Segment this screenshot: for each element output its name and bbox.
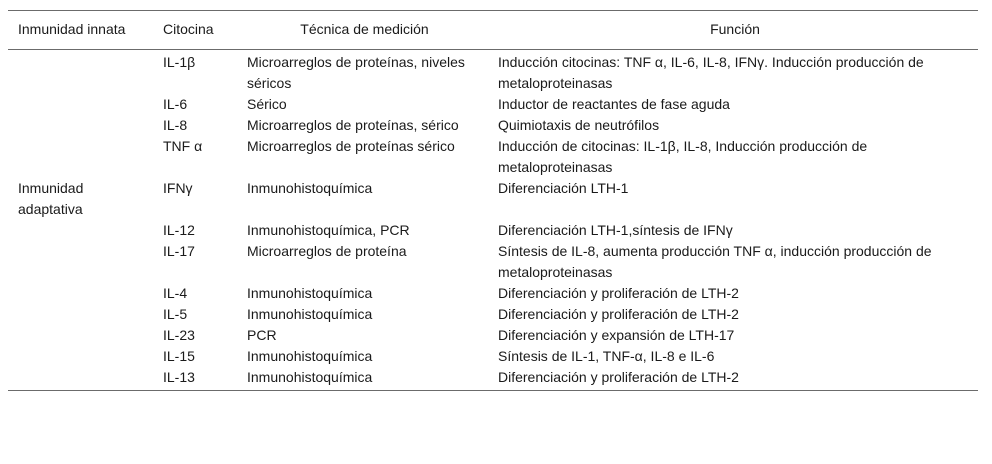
function-cell: Inductor de reactantes de fase aguda — [498, 96, 730, 112]
immunity-cell — [8, 136, 153, 178]
header-innate-immunity: Inmunidad innata — [18, 21, 126, 37]
technique-cell: Microarreglos de proteínas, niveles séricos — [247, 54, 465, 91]
function-cell: Quimiotaxis de neutrófilos — [498, 117, 660, 133]
table-row — [8, 50, 978, 95]
technique-cell: Microarreglos de proteínas, sérico — [247, 117, 459, 133]
adaptive-immunity-label: Inmunidad adaptativa — [18, 180, 84, 217]
immunity-cell — [8, 304, 153, 325]
immunity-cell — [8, 94, 153, 115]
function-cell: Diferenciación LTH-1,síntesis de IFNγ — [498, 222, 733, 238]
cytokine-cell: IL-12 — [163, 222, 195, 238]
function-cell: Síntesis de IL-8, aumenta producción TNF α, inducción producción de metaloproteinasas — [498, 243, 932, 280]
technique-cell: Microarreglos de proteína — [247, 243, 407, 259]
immunity-cell — [8, 220, 153, 241]
technique-cell: Inmunohistoquímica — [247, 369, 373, 385]
function-cell: Diferenciación y proliferación de LTH-2 — [498, 306, 739, 322]
function-cell: Inducción de citocinas: IL-1β, IL-8, Inducción producción de metaloproteinasas — [498, 138, 868, 175]
table-row — [8, 115, 978, 136]
function-cell: Diferenciación y proliferación de LTH-2 — [498, 369, 739, 385]
header-function: Función — [710, 21, 760, 37]
technique-cell: PCR — [247, 327, 277, 343]
cytokine-cell: IFNγ — [163, 180, 193, 196]
technique-cell: Sérico — [247, 96, 287, 112]
cytokine-cell: IL-4 — [163, 285, 188, 301]
function-cell: Diferenciación y proliferación de LTH-2 — [498, 285, 739, 301]
cytokine-cell: IL-13 — [163, 369, 195, 385]
technique-cell: Inmunohistoquímica — [247, 180, 373, 196]
immunity-cell — [8, 367, 153, 391]
immunity-cell — [8, 241, 153, 283]
table-row — [8, 94, 978, 115]
technique-cell: Microarreglos de proteínas sérico — [247, 138, 455, 154]
table-row — [8, 283, 978, 304]
table-row — [8, 220, 978, 241]
table-row — [8, 346, 978, 367]
cytokine-table-container — [8, 10, 978, 391]
immunity-cell — [8, 50, 153, 95]
header-technique: Técnica de medición — [300, 21, 429, 37]
technique-cell: Inmunohistoquímica — [247, 285, 373, 301]
immunity-cell — [8, 325, 153, 346]
cytokine-cell: IL-23 — [163, 327, 195, 343]
function-cell: Diferenciación y expansión de LTH-17 — [498, 327, 735, 343]
header-row — [8, 11, 978, 50]
immunity-cell — [8, 283, 153, 304]
cytokine-cell: IL-17 — [163, 243, 195, 259]
technique-cell: Inmunohistoquímica — [247, 306, 373, 322]
technique-cell: Inmunohistoquímica, PCR — [247, 222, 410, 238]
immunity-cell — [8, 115, 153, 136]
technique-cell: Inmunohistoquímica — [247, 348, 373, 364]
table-row — [8, 304, 978, 325]
function-cell: Diferenciación LTH-1 — [498, 180, 629, 196]
function-cell: Síntesis de IL-1, TNF-α, IL-8 e IL-6 — [498, 348, 715, 364]
cytokine-cell: IL-15 — [163, 348, 195, 364]
table-row — [8, 325, 978, 346]
cytokine-cell: IL-5 — [163, 306, 188, 322]
table-row — [8, 136, 978, 178]
table-row — [8, 178, 978, 220]
immunity-cell — [8, 346, 153, 367]
table-row — [8, 241, 978, 283]
table-row — [8, 367, 978, 391]
cytokine-cell: TNF α — [163, 138, 203, 154]
cytokine-cell: IL-8 — [163, 117, 188, 133]
cytokine-table — [8, 10, 978, 391]
function-cell: Inducción citocinas: TNF α, IL-6, IL-8, IFNγ. Inducción producción de metaloproteinasas — [498, 54, 924, 91]
header-cytokine: Citocina — [163, 21, 214, 37]
cytokine-cell: IL-6 — [163, 96, 188, 112]
cytokine-cell: IL-1β — [163, 54, 196, 70]
